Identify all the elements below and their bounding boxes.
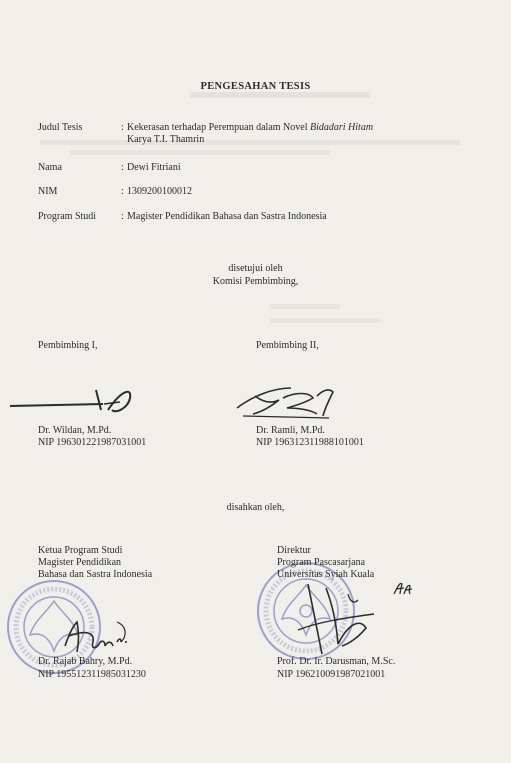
official-1-role-line: Ketua Program Studi	[38, 545, 123, 556]
field-label: NIM	[38, 186, 58, 197]
official-2-role-line: Program Pascasarjana	[277, 557, 366, 568]
official-1-name: Dr. Rajab Bahry, M.Pd.	[38, 656, 133, 667]
document-title: PENGESAHAN TESIS	[200, 81, 311, 92]
field-colon: :	[121, 122, 124, 133]
advisor-1-role: Pembimbing I,	[38, 340, 98, 351]
field-colon: :	[121, 162, 124, 173]
bleed-through	[270, 318, 380, 323]
advisor-2-nip: NIP 196312311988101001	[256, 437, 364, 448]
field-label: Program Studi	[38, 211, 97, 222]
advisor-2-name: Dr. Ramli, M.Pd.	[256, 425, 325, 436]
bleed-through	[270, 304, 340, 309]
official-2-name: Prof. Dr. Ir. Darusman, M.Sc.	[277, 656, 396, 667]
ratified-label: disahkan oleh,	[226, 502, 285, 513]
field-value: 1309200100012	[127, 186, 192, 197]
field-label: Nama	[38, 162, 62, 173]
advisor-1-signature	[8, 380, 138, 420]
field-label: Judul Tesis	[38, 122, 83, 133]
advisor-2-role: Pembimbing II,	[256, 340, 319, 351]
approval-line-1: disetujui oleh	[228, 263, 283, 274]
bleed-through	[70, 150, 330, 155]
official-2-role-line: Direktur	[277, 545, 311, 556]
field-colon: :	[121, 211, 124, 222]
official-1-role-line: Magister Pendidikan	[38, 557, 122, 568]
field-value	[127, 122, 427, 146]
initial-mark	[392, 580, 414, 596]
field-colon: :	[121, 186, 124, 197]
official-1-role	[38, 545, 152, 581]
official-2-role-line: Universitas Syiah Kuala	[277, 569, 375, 580]
advisor-1-name: Dr. Wildan, M.Pd.	[38, 425, 112, 436]
title-text-2: Karya T.I. Thamrin	[127, 134, 205, 145]
field-value: Dewi Fitriani	[127, 162, 181, 173]
advisor-1-nip: NIP 196301221987031001	[38, 437, 147, 448]
novel-title: Bidadari Hitam	[309, 122, 374, 133]
official-2-nip: NIP 196210091987021001	[277, 669, 386, 680]
bleed-through	[190, 92, 370, 98]
field-value: Magister Pendidikan Bahasa dan Sastra Indonesia	[127, 211, 327, 222]
official-1-nip: NIP 195512311985031230	[38, 669, 146, 680]
title-text: Kekerasan terhadap Perempuan dalam Novel	[127, 122, 310, 133]
official-1-role-line: Bahasa dan Sastra Indonesia	[38, 569, 153, 580]
official-1-signature	[55, 612, 155, 662]
approval-line-2: Komisi Pembimbing,	[212, 276, 299, 287]
official-2-signature	[288, 574, 388, 664]
advisor-2-signature	[233, 378, 343, 424]
